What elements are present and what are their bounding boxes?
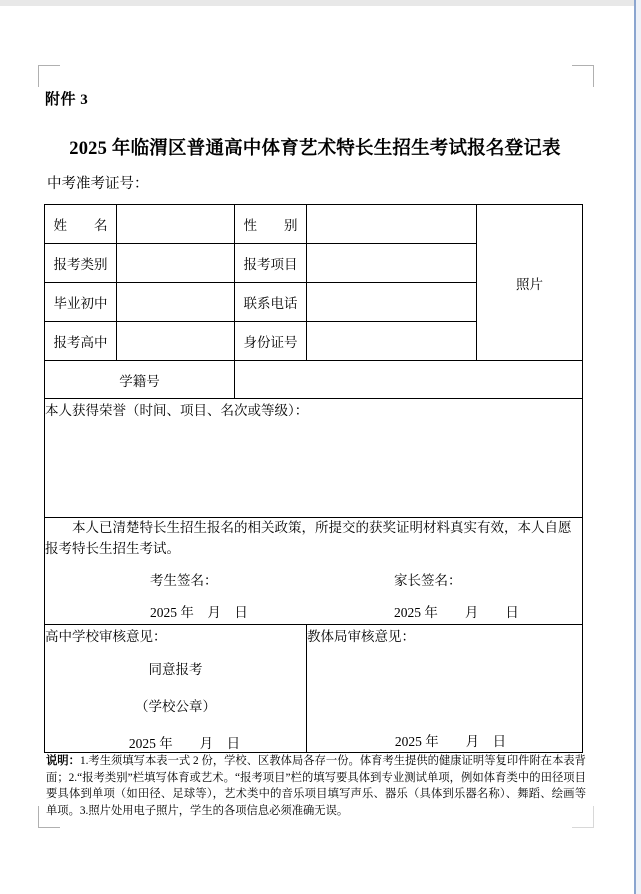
crop-mark-top-left	[38, 65, 60, 87]
photo-placeholder[interactable]: 照片	[477, 205, 583, 361]
school-review-decision[interactable]: 同意报考	[148, 661, 203, 677]
field-target-high-school-value[interactable]	[117, 322, 235, 361]
school-review-date[interactable]: 2025 年 月 日	[128, 735, 241, 751]
field-application-event-value[interactable]	[307, 244, 477, 283]
signature-row	[45, 571, 582, 624]
candidate-signature-label[interactable]: 考生签名：	[150, 572, 218, 588]
footnote-line-3: 类中的田径项目要具体到单项（如田径、足球等），艺术类中的音乐项目填写声乐、器乐（具体到乐器名	[46, 771, 586, 801]
table-row	[45, 518, 583, 625]
honors-label: 本人获得荣誉（时间、项目、名次或等级）：	[45, 403, 309, 418]
footnote-line-2: 本表背面；2.“报考类别”栏填写体育或艺术。“报考项目”栏的填写要具体到专业测试单项，例如体育	[46, 755, 586, 784]
parent-signature-block	[338, 571, 582, 624]
declaration-text: 本人已清楚特长生招生报名的相关政策，所提交的获奖证明材料真实有效，本人自愿报考特长生招生考试。	[45, 520, 572, 556]
parent-signature-date[interactable]: 2025 年 月 日	[394, 604, 519, 620]
footnote-prefix: 说明：	[46, 755, 80, 767]
field-graduating-middle-school-value[interactable]	[117, 283, 235, 322]
crop-mark-top-right	[572, 65, 594, 87]
viewer-scrollbar-strip[interactable]	[634, 0, 641, 894]
label-application-event: 报考项目	[235, 244, 307, 283]
field-contact-phone-value[interactable]	[307, 283, 477, 322]
label-graduating-middle-school: 毕业初中	[45, 283, 117, 322]
parent-signature-label[interactable]: 家长签名：	[394, 572, 462, 588]
table-row	[45, 361, 583, 399]
field-id-card-number-value[interactable]	[307, 322, 477, 361]
school-review-heading: 高中学校审核意见：	[45, 628, 167, 644]
label-gender: 性 别	[235, 205, 307, 244]
table-row	[45, 399, 583, 518]
exam-number-label: 中考准考证号：	[47, 176, 149, 192]
bureau-review-section	[307, 624, 583, 752]
school-seal-label: （学校公章）	[135, 698, 216, 714]
footnote-line-4: 称）、舞蹈、绘画等单项。3.照片处用电子照片，学生的各项信息必须准确无误。	[46, 788, 586, 818]
attachment-label: 附件 3	[45, 92, 89, 108]
field-gender-value[interactable]	[307, 205, 477, 244]
footnote-block	[46, 753, 586, 820]
document-page	[0, 6, 630, 894]
bureau-review-date[interactable]: 2025 年 月 日	[394, 733, 507, 749]
label-student-id: 学籍号	[45, 361, 235, 399]
bureau-review-heading: 教体局审核意见：	[307, 628, 415, 644]
field-application-category-value[interactable]	[117, 244, 235, 283]
label-id-card-number: 身份证号	[235, 322, 307, 361]
table-row	[45, 624, 583, 752]
candidate-signature-date[interactable]: 2025 年 月 日	[150, 604, 248, 620]
label-target-high-school: 报考高中	[45, 322, 117, 361]
label-contact-phone: 联系电话	[235, 283, 307, 322]
school-review-section	[45, 624, 307, 752]
candidate-signature-block	[150, 571, 338, 624]
table-row	[45, 205, 583, 244]
field-name-value[interactable]	[117, 205, 235, 244]
registration-form-table	[44, 204, 583, 753]
label-name: 姓 名	[45, 205, 117, 244]
footnote-line-1: 1.考生须填写本表一式 2 份，学校、区教体局各存一份。体育考生提供的健康证明等复印件附在	[79, 755, 553, 767]
page-title: 2025 年临渭区普通高中体育艺术特长生招生考试报名登记表	[69, 139, 561, 159]
label-application-category: 报考类别	[45, 244, 117, 283]
declaration-section	[45, 518, 583, 625]
field-student-id-value[interactable]	[235, 361, 583, 399]
honors-section[interactable]	[45, 399, 583, 518]
